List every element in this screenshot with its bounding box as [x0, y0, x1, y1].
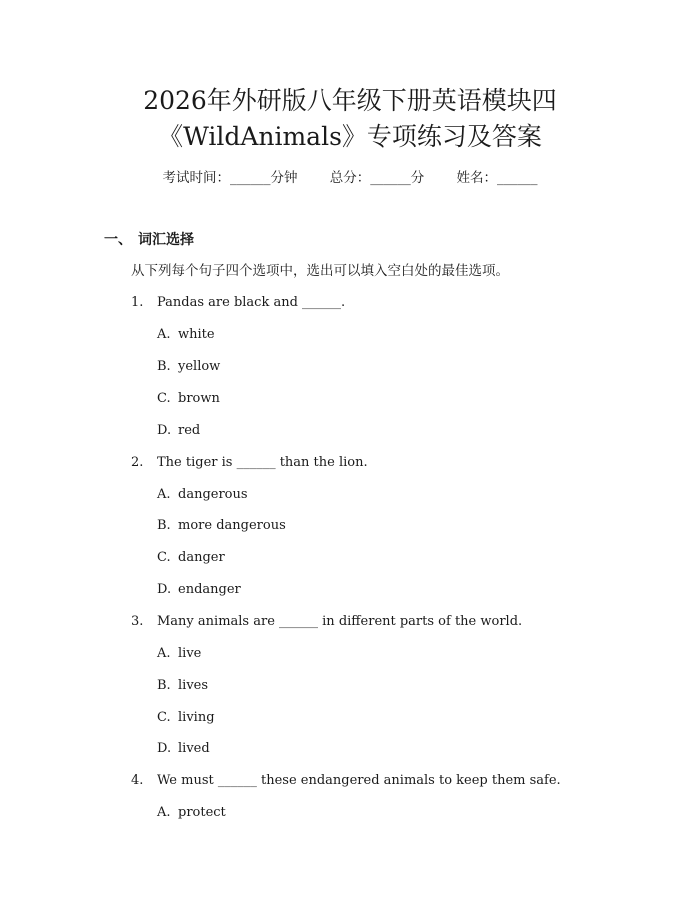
option-text: live	[178, 646, 202, 661]
student-name: 姓名：______	[456, 170, 538, 186]
option-letter: A.	[157, 487, 171, 502]
question-3	[131, 612, 522, 632]
exam-info	[0, 168, 700, 188]
section-heading	[104, 230, 194, 250]
question-number: 1.	[131, 295, 144, 310]
option-letter: A.	[157, 805, 171, 820]
question-text: Many animals are ______ in different parts of the world.	[157, 614, 523, 629]
option-2a	[157, 485, 248, 505]
option-2b	[157, 516, 286, 536]
option-text: more dangerous	[178, 518, 286, 533]
document-title-line-2: 《WildAnimals》专项练习及答案	[158, 122, 542, 151]
question-text: The tiger is ______ than the lion.	[157, 455, 368, 470]
option-letter: B.	[157, 518, 171, 533]
option-text: lives	[178, 678, 209, 693]
option-text: endanger	[178, 582, 241, 597]
option-text: white	[178, 327, 215, 342]
option-2c	[157, 548, 225, 568]
document-title-line-1: 2026年外研版八年级下册英语模块四	[143, 86, 557, 115]
option-1a	[157, 325, 215, 345]
option-text: red	[178, 423, 201, 438]
option-letter: D.	[157, 423, 172, 438]
exam-total-score: 总分：______分	[329, 170, 425, 186]
question-number: 2.	[131, 455, 144, 470]
option-letter: D.	[157, 582, 172, 597]
option-1d	[157, 421, 200, 441]
option-1c	[157, 389, 220, 409]
option-letter: C.	[157, 710, 171, 725]
exam-time: 考试时间：______分钟	[162, 170, 298, 186]
option-text: dangerous	[178, 487, 248, 502]
option-text: living	[178, 710, 215, 725]
option-letter: A.	[157, 646, 171, 661]
option-letter: C.	[157, 391, 171, 406]
option-text: brown	[178, 391, 220, 406]
option-letter: B.	[157, 678, 171, 693]
option-text: yellow	[178, 359, 221, 374]
option-letter: D.	[157, 741, 172, 756]
question-number: 4.	[131, 773, 144, 788]
option-3d	[157, 739, 210, 759]
question-4	[131, 771, 561, 791]
option-3b	[157, 676, 208, 696]
option-text: protect	[178, 805, 226, 820]
option-letter: A.	[157, 327, 171, 342]
option-2d	[157, 580, 241, 600]
question-2	[131, 453, 368, 473]
section-instruction: 从下列每个句子四个选项中，选出可以填入空白处的最佳选项。	[131, 263, 509, 279]
option-text: lived	[178, 741, 210, 756]
option-1b	[157, 357, 220, 377]
option-3c	[157, 708, 215, 728]
section-title: 词汇选择	[138, 232, 194, 248]
question-1	[131, 293, 345, 313]
option-letter: C.	[157, 550, 171, 565]
option-text: danger	[178, 550, 225, 565]
option-letter: B.	[157, 359, 171, 374]
question-text: Pandas are black and ______.	[157, 295, 346, 310]
option-4a	[157, 803, 226, 823]
question-text: We must ______ these endangered animals to keep them safe.	[157, 773, 561, 788]
question-number: 3.	[131, 614, 144, 629]
option-3a	[157, 644, 201, 664]
section-number: 一、	[104, 232, 132, 248]
